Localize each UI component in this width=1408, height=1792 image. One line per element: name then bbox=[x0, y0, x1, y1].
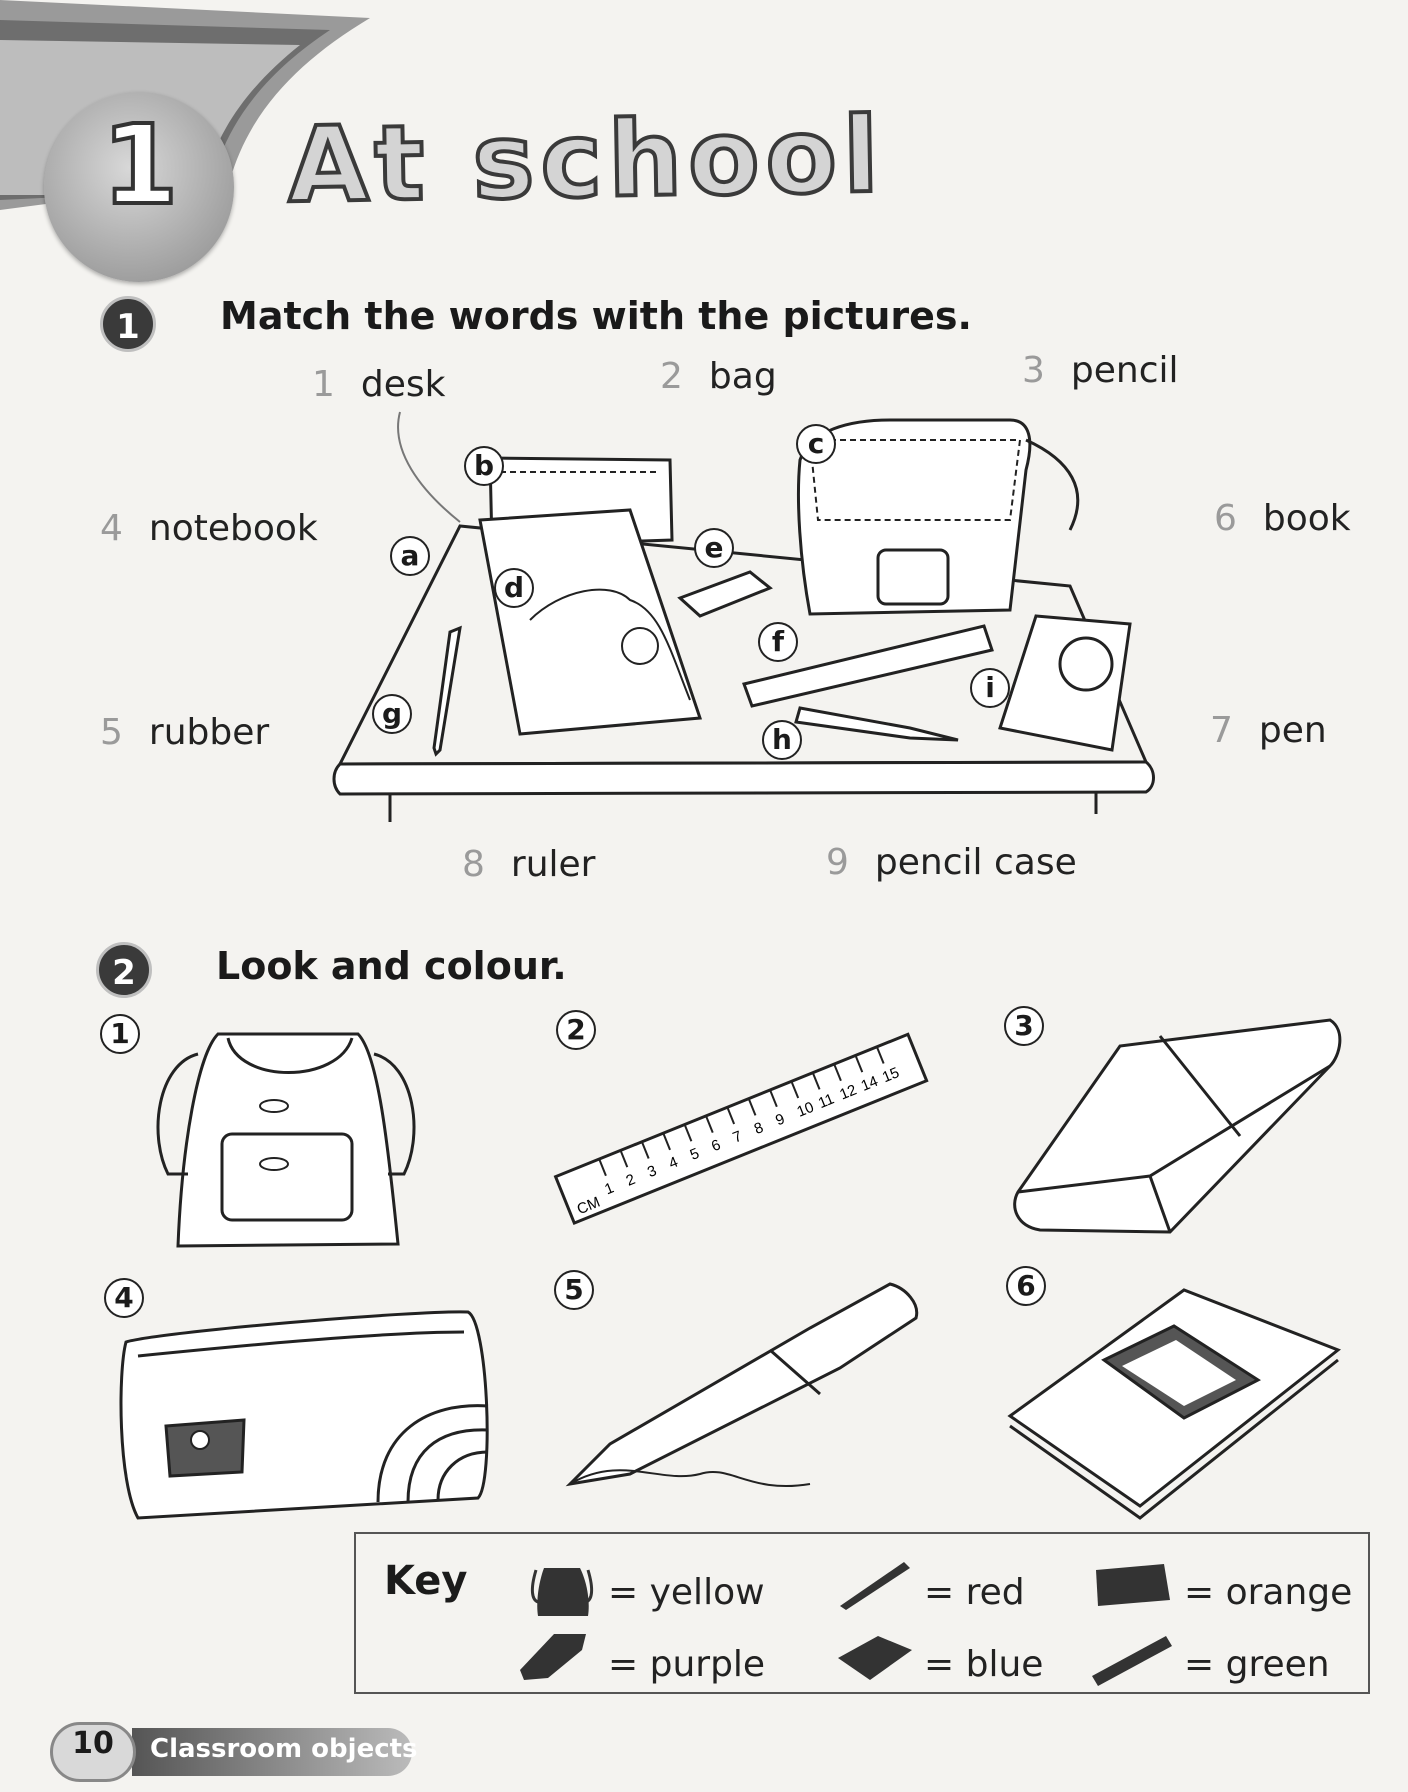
picture-number-4: 4 bbox=[104, 1278, 144, 1318]
rubber-icon bbox=[516, 1630, 590, 1682]
picture-number-2: 2 bbox=[556, 1010, 596, 1050]
ruler-tick-label: 12 bbox=[837, 1081, 860, 1104]
picture-letter-a: a bbox=[390, 536, 430, 576]
word-2: 2 bag bbox=[660, 356, 777, 397]
exercise-2-badge: 2 bbox=[96, 942, 152, 998]
picture-letter-h: h bbox=[762, 720, 802, 760]
pen-icon bbox=[834, 1552, 914, 1612]
ruler-tick-label: 2 bbox=[623, 1170, 638, 1190]
word-4: 4 notebook bbox=[100, 508, 318, 549]
notebook-drawing bbox=[1004, 1270, 1344, 1520]
ruler-tick-label: 7 bbox=[730, 1127, 745, 1147]
picture-number-6: 6 bbox=[1006, 1266, 1046, 1306]
key-title: Key bbox=[384, 1558, 468, 1604]
picture-letter-c: c bbox=[796, 424, 836, 464]
exercise-1-badge: 1 bbox=[100, 296, 156, 352]
picture-letter-i: i bbox=[970, 668, 1010, 708]
exercise-2-instruction: Look and colour. bbox=[216, 944, 567, 988]
word-5: 5 rubber bbox=[100, 712, 270, 753]
key-label-purple: = purple bbox=[608, 1644, 766, 1685]
page-number: 10 bbox=[72, 1726, 114, 1761]
ruler-tick-label: 3 bbox=[644, 1162, 660, 1182]
desk-scene-illustration bbox=[330, 410, 1160, 830]
pencil-case-icon bbox=[1092, 1562, 1172, 1608]
word-9: 9 pencil case bbox=[826, 842, 1077, 883]
footer-section-label: Classroom objects bbox=[150, 1734, 418, 1764]
ruler-tick-label: 1 bbox=[602, 1179, 617, 1199]
ruler-tick-label: 4 bbox=[666, 1153, 681, 1173]
key-label-blue: = blue bbox=[924, 1644, 1044, 1685]
unit-number: 1 bbox=[101, 101, 179, 229]
unit-title: At school bbox=[286, 93, 886, 227]
ruler-tick-label: 8 bbox=[751, 1119, 766, 1138]
schoolbag-drawing bbox=[138, 1024, 438, 1254]
key-label-red: = red bbox=[924, 1572, 1025, 1613]
word-3: 3 pencil bbox=[1022, 350, 1179, 391]
pencil-case-drawing bbox=[118, 1302, 498, 1522]
ruler-icon bbox=[1088, 1630, 1174, 1688]
ruler-tick-label: 10 bbox=[794, 1098, 817, 1121]
rubber-drawing bbox=[1010, 1016, 1340, 1240]
notebook-icon bbox=[834, 1632, 914, 1684]
ruler-unit-label: CM bbox=[574, 1193, 603, 1219]
exercise-1-instruction: Match the words with the pictures. bbox=[220, 294, 972, 338]
ruler-tick-label: 5 bbox=[687, 1144, 702, 1164]
ruler-tick-label: 9 bbox=[773, 1110, 788, 1130]
picture-number-5: 5 bbox=[554, 1270, 594, 1310]
key-label-yellow: = yellow bbox=[608, 1572, 765, 1613]
ruler-tick-label: 6 bbox=[709, 1136, 724, 1156]
picture-number-1: 1 bbox=[100, 1014, 140, 1054]
word-7: 7 pen bbox=[1210, 710, 1327, 751]
picture-letter-g: g bbox=[372, 694, 412, 734]
bag-icon bbox=[530, 1560, 596, 1620]
key-label-green: = green bbox=[1184, 1644, 1330, 1685]
picture-letter-b: b bbox=[464, 446, 504, 486]
word-6: 6 book bbox=[1214, 498, 1351, 539]
picture-letter-d: d bbox=[494, 568, 534, 608]
key-label-orange: = orange bbox=[1184, 1572, 1353, 1613]
word-8: 8 ruler bbox=[462, 844, 596, 885]
ruler-tick-label: 11 bbox=[815, 1090, 837, 1113]
picture-number-3: 3 bbox=[1004, 1006, 1044, 1046]
pen-drawing bbox=[560, 1284, 940, 1504]
picture-letter-f: f bbox=[758, 622, 798, 662]
ruler-tick-label: 15 bbox=[879, 1064, 902, 1087]
picture-letter-e: e bbox=[694, 528, 734, 568]
ruler-drawing bbox=[550, 1014, 950, 1224]
word-1: 1 desk bbox=[312, 364, 446, 405]
ruler-tick-label: 14 bbox=[858, 1072, 881, 1095]
